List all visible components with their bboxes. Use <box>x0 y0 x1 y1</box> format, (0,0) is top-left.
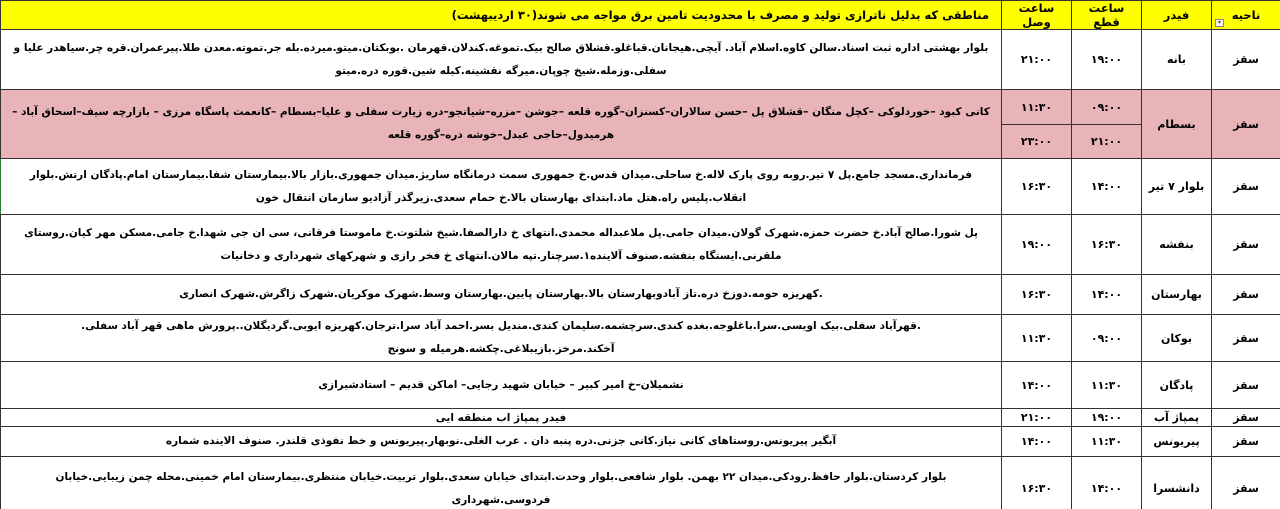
column-header-connect-time: ساعت وصل <box>1002 1 1072 30</box>
area-cell: سقز <box>1212 215 1280 275</box>
connect-time-cell: ۱۶:۳۰ <box>1002 275 1072 315</box>
area-cell: سقز <box>1212 315 1280 362</box>
area-cell: سقز <box>1212 275 1280 315</box>
cut-time-cell: ۱۴:۰۰ <box>1072 159 1142 215</box>
connect-time-cell: ۱۹:۰۰ <box>1002 215 1072 275</box>
regions-cell: کانی کبود –خوردلوکی –کچل منگان –قشلاق پل –حسن سالاران–کسنزان–گوره قلعه –جوشن –مزره–شیانجو–دره زیارت سفلی و علیا–بسطام –کانعمت پاسگاه مرزی – بازارچه سیف–اسحاق آباد –هرمیدول–حاجی عبدل–خوشه دره–گوره قلعه <box>1 90 1002 159</box>
regions-cell: نشمیلان–خ امیر کبیر – خیابان شهید رجایی– اماکن قدیم – استادشیرازی <box>1 362 1002 409</box>
area-cell: سقز <box>1212 30 1280 90</box>
cut-time-cell-2: ۲۱:۰۰ <box>1072 125 1142 159</box>
column-header-area[interactable] <box>1212 1 1280 30</box>
regions-cell: .کهریزه حومه.دوزخ دره.تاز آبادوبهارستان بالا.بهارستان پایین.بهارستان وسط.شهرک موکریان.شهرک زاگرش.شهرک انصاری <box>1 275 1002 315</box>
feeder-cell: بنفشه <box>1142 215 1212 275</box>
regions-cell: آبگیر پیریونس.روستاهای کانی نیاز.کانی جزنی.دره پنبه دان . عرب الغلی.نوبهار.پیریونس و خط نفوذی قلندر. صنوف الاینده شماره <box>1 427 1002 457</box>
area-cell: سقز <box>1212 457 1280 509</box>
table-row <box>1 427 1280 457</box>
connect-time-cell-2: ۲۳:۰۰ <box>1002 125 1072 159</box>
cut-time-cell: ۰۹:۰۰ <box>1072 315 1142 362</box>
table-row <box>1 362 1280 409</box>
area-cell: سقز <box>1212 159 1280 215</box>
table-row-highlighted <box>1 90 1280 125</box>
cut-time-cell: ۱۱:۳۰ <box>1072 427 1142 457</box>
feeder-cell: دانشسرا <box>1142 457 1212 509</box>
connect-time-cell: ۱۱:۳۰ <box>1002 315 1072 362</box>
regions-cell: بلوار کردستان.بلوار حافظ.رودکی.میدان ۲۲ بهمن. بلوار شافعی.بلوار وحدت.ابتدای خیابان سعدی.بلوار تربیت.خیابان منتظری.بیمارستان امام خمینی.محله چمن زیبایی.خیابان فردوسی.شهرداری <box>1 457 1002 509</box>
table-row <box>1 409 1280 427</box>
feeder-cell: بلوار ۷ تیر <box>1142 159 1212 215</box>
connect-time-cell: ۲۱:۰۰ <box>1002 409 1072 427</box>
connect-time-cell: ۱۴:۰۰ <box>1002 362 1072 409</box>
cut-time-cell: ۱۴:۰۰ <box>1072 275 1142 315</box>
area-cell: سقز <box>1212 362 1280 409</box>
regions-cell: فیدر پمپاژ اب منطقه ایی <box>1 409 1002 427</box>
regions-cell: پل شورا.صالح آباد.خ حضرت حمزه.شهرک گولان.میدان جامی.پل ملاعبداله محمدی.انتهای خ دارالصفا.شیخ شلتوت.خ ماموستا فرقانی، سی ان جی شهدا.خ جامی.مسکن مهر کیان.روستای ملقرنی.ایستگاه بنفشه.صنوف آلاینده۱.سرچنار.تپه مالان.انتهای خ فخر رازی و شهرکهای شهرداری و دخانیات <box>1 215 1002 275</box>
connect-time-cell: ۱۶:۳۰ <box>1002 457 1072 509</box>
table-row <box>1 275 1280 315</box>
regions-cell: .قهرآباد سفلی.بیک اویسی.سرا.باغلوجه.بغده کندی.سرچشمه.سلیمان کندی.مندیل بسر.احمد آباد سرا.ترجان.کهریزه ایوبی.گردیگلان..پرورش ماهی قهر آباد سفلی. آخکند.مرخز.بازیبلاغی.چکشه.هرمیله و سونج <box>1 315 1002 362</box>
connect-time-cell: ۱۶:۳۰ <box>1002 159 1072 215</box>
cut-time-cell: ۱۹:۰۰ <box>1072 409 1142 427</box>
cut-time-cell: ۱۶:۳۰ <box>1072 215 1142 275</box>
connect-time-cell: ۱۴:۰۰ <box>1002 427 1072 457</box>
regions-cell: فرمانداری.مسجد جامع.پل ۷ تیر.روبه روی پارک لاله.خ ساحلی.میدان قدس.خ جمهوری سمت درمانگاه ساریژ.میدان جمهوری.بازار بالا.بیمارستان شفا.بیمارستان امام.پادگان ارتش.بلوار انقلاب.پلیس راه.هتل ماد.ابتدای بهارستان بالا.خ حمام سعدی.زیرگذر آزادیو سازمان انتقال خون <box>1 159 1002 215</box>
feeder-cell: بهارستان <box>1142 275 1212 315</box>
column-header-cut-time: ساعت قطع <box>1072 1 1142 30</box>
table-row <box>1 159 1280 215</box>
table-row <box>1 215 1280 275</box>
area-cell: سقز <box>1212 90 1280 159</box>
feeder-cell: بوکان <box>1142 315 1212 362</box>
column-header-regions: مناطقی که بدلیل ناترازی تولید و مصرف با محدودیت تامین برق مواجه می شوند(۳۰ اردیبهشت) <box>1 1 1002 30</box>
connect-time-cell: ۲۱:۰۰ <box>1002 30 1072 90</box>
column-header-area-label: ناحیه <box>1231 8 1261 22</box>
area-cell: سقز <box>1212 427 1280 457</box>
table-row <box>1 30 1280 90</box>
cut-time-cell: ۱۱:۳۰ <box>1072 362 1142 409</box>
table-row <box>1 315 1280 362</box>
filter-icon[interactable]: ▾ <box>1215 19 1224 27</box>
feeder-cell: بانه <box>1142 30 1212 90</box>
regions-cell: بلوار بهشتی اداره ثبت اسناد.سالن کاوه.اسلام آباد. آیچی.هیجانان.قباغلو.قشلاق صالح بیک.تموغه.کندلان.قهرمان .بوبکتان.میتو.میرده.بله جر.تموته.معدن طلا.پیرعمران.قره چر.سیاهدر علیا و سفلی.وزمله.شیخ چوپان.میرگه نقشینه.کیله شین.قوره دره.میتو <box>1 30 1002 90</box>
header-row <box>1 1 1280 30</box>
feeder-cell: بسطام <box>1142 90 1212 159</box>
table-row <box>1 457 1280 509</box>
cut-time-cell: ۱۹:۰۰ <box>1072 30 1142 90</box>
column-header-feeder: فیدر <box>1142 1 1212 30</box>
feeder-cell: پیریونس <box>1142 427 1212 457</box>
cut-time-cell: ۰۹:۰۰ <box>1072 90 1142 125</box>
connect-time-cell: ۱۱:۳۰ <box>1002 90 1072 125</box>
feeder-cell: پادگان <box>1142 362 1212 409</box>
cut-time-cell: ۱۴:۰۰ <box>1072 457 1142 509</box>
feeder-cell: پمپاژ آب <box>1142 409 1212 427</box>
area-cell: سقز <box>1212 409 1280 427</box>
